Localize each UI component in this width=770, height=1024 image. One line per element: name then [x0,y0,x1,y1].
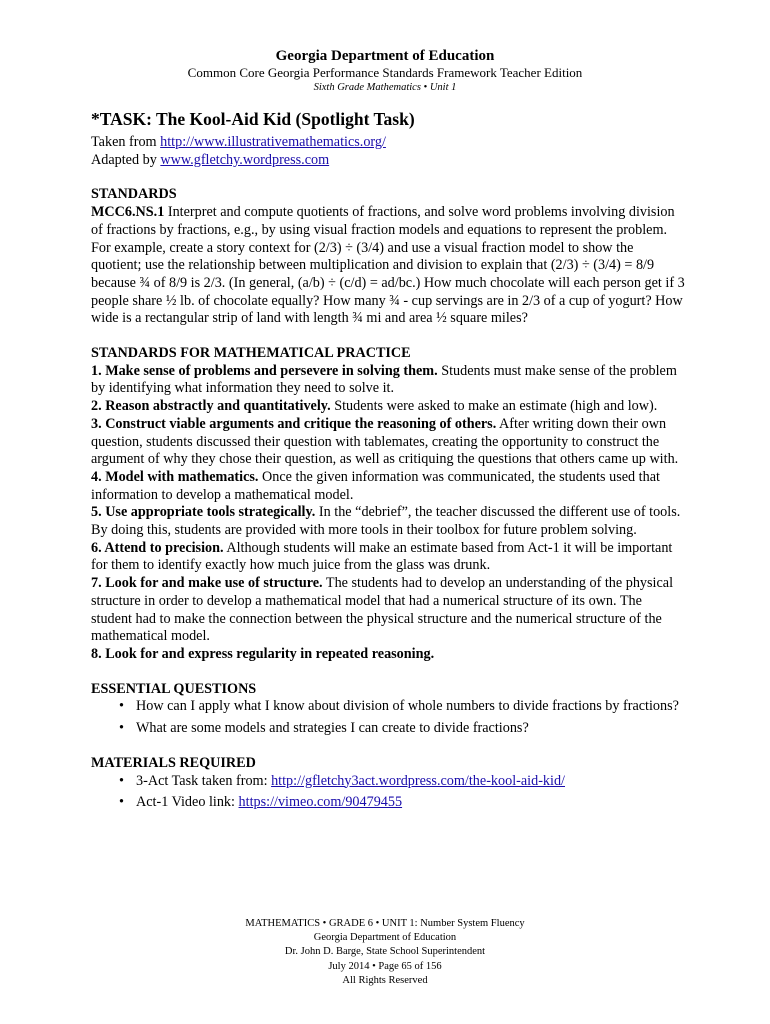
footer-line-superintendent: Dr. John D. Barge, State School Superintendent [284,946,486,958]
essential-question: • How can I apply what I know about division of whole numbers to divide fractions by fractions? [136,698,685,716]
practice-item-3 [91,416,685,469]
material-label: 3-Act Task taken from: [136,772,272,789]
practice-item-title: 3. Construct viable arguments and critique the reasoning of others. [91,415,497,432]
practice-item-text: Once the given information was communicated, the students used that information to develop a mathematical model. [91,468,660,503]
practice-item-6 [91,540,685,575]
practice-item-title: 2. Reason abstractly and quantitatively. [91,398,331,415]
practice-item-7 [91,575,685,646]
practice-item-title: 1. Make sense of problems and persevere in solving them. [91,362,438,379]
practice-item-text: In the “debrief”, the teacher discussed the different use of tools. By doing this, students are provided with more tools in their toolbox for future problem solving. [91,504,681,539]
essential-heading: ESSENTIAL QUESTIONS [91,680,257,697]
practice-item-text: After writing down their own question, students discussed their question with tablemates, creating the opportunity to construct the argument of why they chose their question, as well as critiquing the questions that others came up with. [91,415,679,468]
page-header [0,47,770,95]
taken-from-line [91,134,685,152]
adapted-by-link[interactable]: www.gfletchy.wordpress.com [160,151,330,168]
footer-line-rights: All Rights Reserved [342,974,428,986]
standard-code: MCC6.NS.1 [91,204,165,221]
practice-item-title: 4. Model with mathematics. [91,468,259,485]
header-course: Sixth Grade Mathematics • Unit 1 [313,82,457,93]
footer-line-subject: MATHEMATICS • GRADE 6 • UNIT 1: Number System Fluency [245,918,525,929]
essential-question: • What are some models and strategies I can create to divide fractions? [136,720,685,738]
material-item [136,794,685,812]
materials-heading: MATERIALS REQUIRED [91,754,256,771]
practice-item-text: The students had to develop an understanding of the physical structure in order to develop a mathematical model that had a numerical structure of its own. The student had to make the connection between the physical structure and the numerical structure of the mathematical model. [91,575,674,645]
practice-item-title: 5. Use appropriate tools strategically. [91,504,316,521]
practice-item-text: Although students will make an estimate based from Act-1 it will be important for them to identify exactly how much juice from the glass was drunk. [91,539,673,574]
essential-list [91,698,685,737]
material-item [136,773,685,791]
material-link[interactable]: http://gfletchy3act.wordpress.com/the-kool-aid-kid/ [271,772,565,789]
document-body [91,108,685,816]
material-link[interactable]: https://vimeo.com/90479455 [238,794,403,811]
adapted-by-label: Adapted by [91,151,161,168]
footer-line-department: Georgia Department of Education [313,932,457,944]
taken-from-link[interactable]: http://www.illustrativemathematics.org/ [160,134,386,150]
standards-heading: STANDARDS [91,186,177,203]
practice-item-1 [91,363,685,398]
practice-item-5 [91,504,685,539]
adapted-by-line [91,152,685,170]
standards-paragraph [91,204,685,328]
page-footer [0,917,770,988]
practice-item-text: Students must make sense of the problem by identifying what information they need to solve it. [91,362,677,397]
header-subtitle: Common Core Georgia Performance Standards Framework Teacher Edition [187,65,583,80]
taken-from-label: Taken from [91,134,161,150]
task-title: *TASK: The Kool-Aid Kid (Spotlight Task) [91,109,415,129]
header-title: Georgia Department of Education [275,48,495,64]
practice-item-4 [91,469,685,504]
materials-list [91,773,685,812]
practice-item-title: 7. Look for and make use of structure. [91,575,323,592]
practice-heading: STANDARDS FOR MATHEMATICAL PRACTICE [91,345,411,362]
standard-text: Interpret and compute quotients of fractions, and solve word problems involving division of fractions by fractions, e.g., by using visual fraction models and equations to represent the problem. For example, create a story context for (2/3) ÷ (3/4) and use a visual fraction model to show the quotient; use the relationship between multiplication and division to explain that (2/3) ÷ (3/4) = 8/9 because ¾ of 8/9 is 2/3. (In general, (a/b) ÷ (c/d) = ad/bc.) How much chocolate will each person get if 3 people share ½ lb. of chocolate equally? How many ¾ - cup servings are in 2/3 of a cup of yogurt? How wide is a rectangular strip of land with length ¾ mi and area ½ square miles? [91,204,685,327]
material-label: Act-1 Video link: [136,794,239,811]
practice-item-title: 8. Look for and express regularity in repeated reasoning. [91,645,435,662]
practice-item-title: 6. Attend to precision. [91,539,224,556]
practice-item-text: Students were asked to make an estimate (high and low). [330,398,658,415]
practice-item-2 [91,398,685,416]
footer-line-page: July 2014 • Page 65 of 156 [328,960,442,972]
practice-item-8 [91,646,685,664]
